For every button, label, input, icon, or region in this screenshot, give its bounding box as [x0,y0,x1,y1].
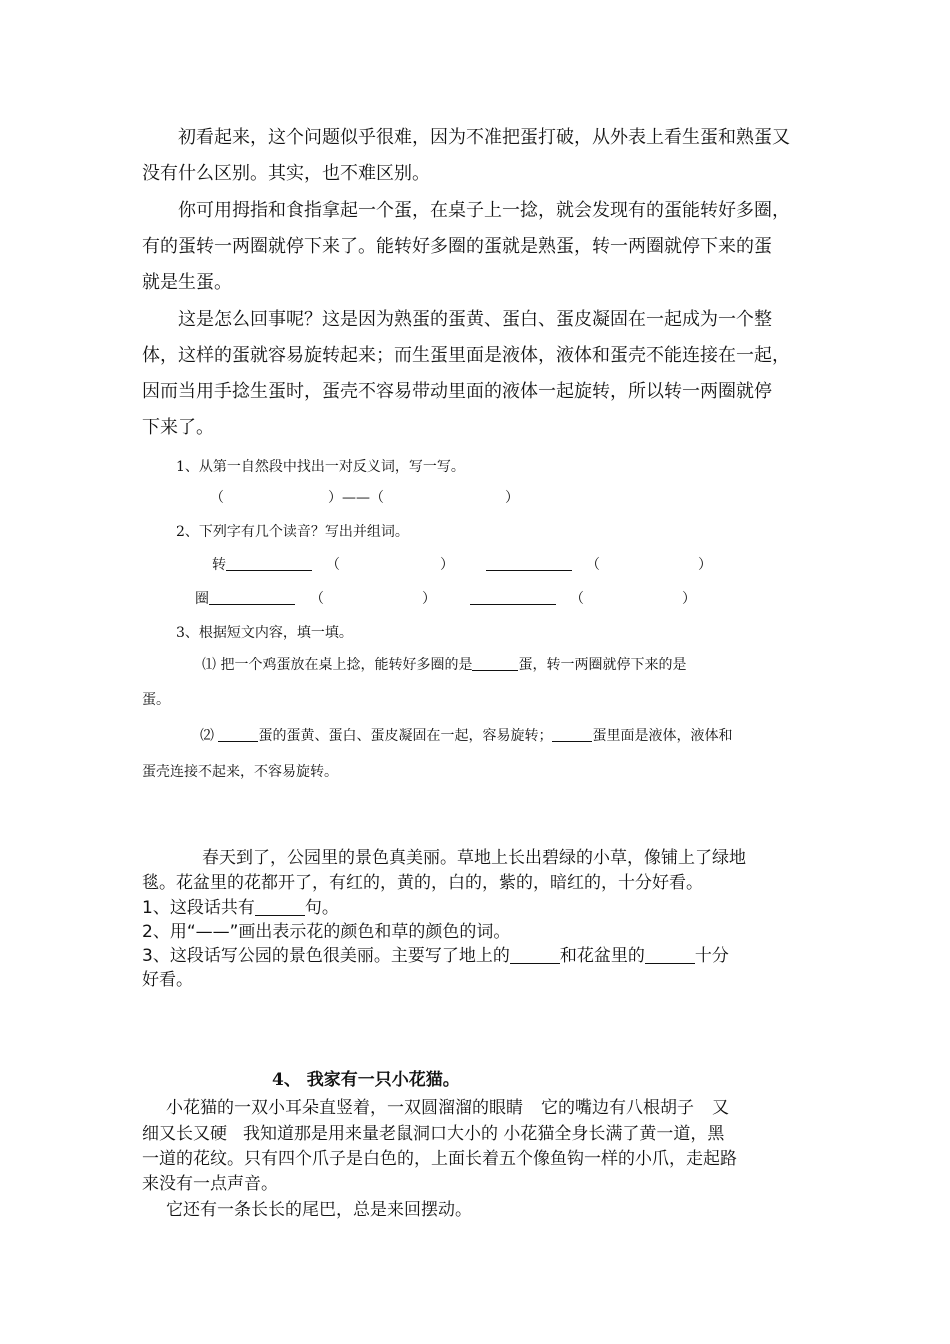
passage1-line: 没有什么区别。其实，也不难区别。 [142,163,430,184]
passage2-line: 春天到了，公园里的景色真美丽。草地上长出碧绿的小草，像铺上了绿地 [202,848,746,868]
q3-2-text: 蛋的蛋黄、蛋白、蛋皮凝固在一起，容易旋转； [258,728,553,744]
passage1-line: 因而当用手捻生蛋时，蛋壳不容易带动里面的液体一起旋转，所以转一两圈就停 [142,381,772,402]
passage1-line: 体，这样的蛋就容易旋转起来；而生蛋里面是液体，液体和蛋壳不能连接在一起， [142,345,790,366]
passage3-line: 一道的花纹。只有四个爪子是白色的，上面长着五个像鱼钩一样的小爪，走起路 [142,1149,737,1169]
q-text: 和花盆里的 [559,946,645,966]
p3-text: 小花猫的一双小耳朵直竖着，一双圆溜溜的眼睛 [166,1098,523,1118]
answer-blank[interactable] [486,556,572,571]
passage1-line: 下来了。 [142,417,214,438]
q-text: 3、这段话写公园的景色很美丽。主要写了地上的 [142,946,510,966]
q-text: 1、这段话共有 [142,898,255,918]
p3-text: 我知道那是用来量老鼠洞口大小的 小花猫全身长满了黄一道，黑 [243,1124,725,1144]
passage1-line: 有的蛋转一两圈就停下来了。能转好多圈的蛋就是熟蛋，转一两圈就停下来的蛋 [142,236,772,257]
question-3-2 [200,726,732,746]
passage2-line: 毯。花盆里的花都开了，有红的，黄的，白的，紫的，暗红的，十分好看。 [142,873,703,893]
passage1-line: 这是怎么回事呢？这是因为熟蛋的蛋黄、蛋白、蛋皮凝固在一起成为一个整 [178,309,772,330]
q3-2-text: ⑵ [200,728,214,744]
paren-close: ） [698,557,712,573]
q-text: 十分 [694,946,729,966]
p3-text: 它的嘴边有八根胡子 [541,1098,694,1118]
answer-blank[interactable] [645,947,695,964]
passage1-line: 初看起来，这个问题似乎很难，因为不准把蛋打破，从外表上看生蛋和熟蛋又 [178,127,790,148]
passage2-question-3-end: 好看。 [142,970,193,990]
question-3-2-end: 蛋壳连接不起来，不容易旋转。 [142,764,338,780]
q3-1-text: 蛋，转一两圈就停下来的是 [518,657,687,673]
question-2: 2、下列字有几个读音？写出并组词。 [176,524,409,540]
passage3-line: 来没有一点声音。 [142,1174,278,1194]
char-label: 转 [212,557,226,573]
pronunciation-row [486,555,572,575]
question-3-1 [202,655,686,675]
passage3-line [142,1121,812,1147]
passage3-title: 4、 我家有一只小花猫。 [272,1070,460,1090]
answer-paren-open: （ [210,490,224,506]
answer-paren-close: ） [505,490,519,506]
passage2-question-2: 2、用“——”画出表示花的颜色和草的颜色的词。 [142,922,511,942]
paren-open: （ [570,591,584,607]
passage1-line: 就是生蛋。 [142,272,232,293]
passage2-question-3 [142,944,812,968]
p3-text: 细又长又硬 [142,1124,227,1144]
question-1: 1、从第一自然段中找出一对反义词，写一写。 [176,459,465,475]
answer-blank[interactable] [470,590,556,605]
pronunciation-row [212,555,312,575]
passage3-line: 它还有一条长长的尾巴，总是来回摆动。 [166,1200,472,1220]
answer-blank[interactable] [255,899,305,916]
answer-blank[interactable] [552,727,592,742]
question-3-1-end: 蛋。 [142,692,170,708]
paren-open: （ [326,557,340,573]
pronunciation-row [470,589,556,609]
answer-blank[interactable] [209,590,295,605]
paren-close: ） [422,591,436,607]
pronunciation-row [195,589,295,609]
char-label: 圈 [195,591,209,607]
q-text: 句。 [304,898,339,918]
q3-2-text: 蛋里面是液体，液体和 [592,728,733,744]
antonym-dash: ）——（ [328,490,384,506]
passage2-question-1 [142,896,812,920]
passage1-line: 你可用拇指和食指拿起一个蛋，在桌子上一捻，就会发现有的蛋能转好多圈， [178,200,790,221]
paren-close: ） [440,557,454,573]
question-3: 3、根据短文内容，填一填。 [176,625,353,641]
q3-1-text: ⑴ 把一个鸡蛋放在桌上捻，能转好多圈的是 [202,657,473,673]
answer-blank[interactable] [472,656,518,671]
paren-close: ） [682,591,696,607]
answer-blank[interactable] [218,727,258,742]
passage3-line [142,1095,812,1121]
answer-blank[interactable] [510,947,560,964]
answer-blank[interactable] [226,556,312,571]
paren-open: （ [310,591,324,607]
paren-open: （ [586,557,600,573]
p3-text: 又 [712,1098,729,1118]
